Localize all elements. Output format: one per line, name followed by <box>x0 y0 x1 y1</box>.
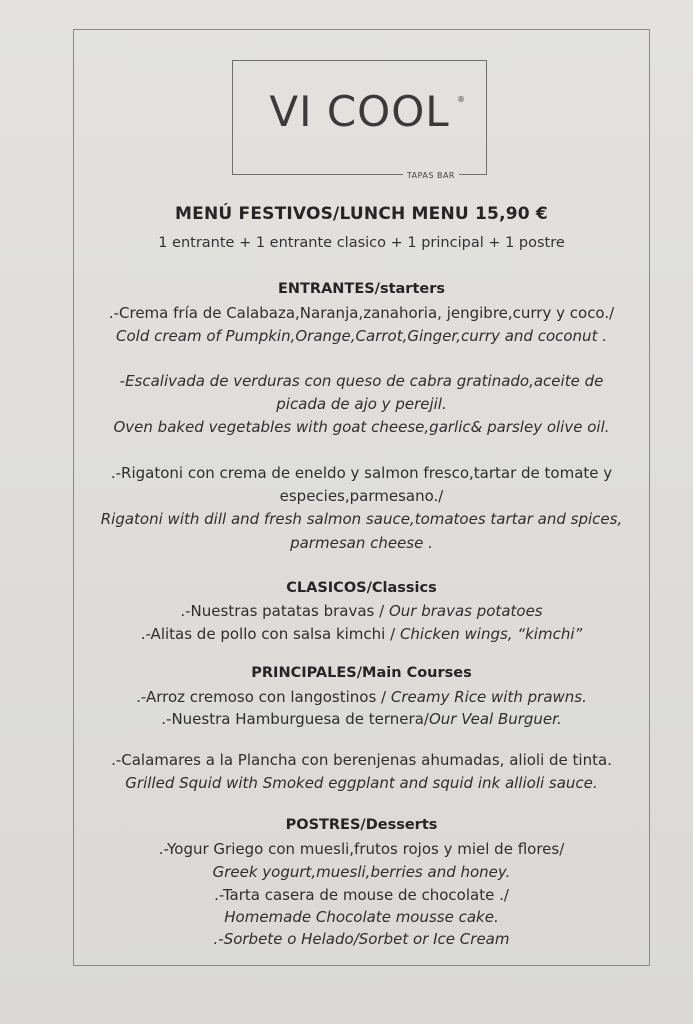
postre-1-es: .-Yogur Griego con muesli,frutos rojos y miel de flores/ <box>158 840 565 858</box>
clasico-1 <box>73 602 650 620</box>
principal-1-es: .-Arroz cremoso con langostinos / <box>136 688 391 706</box>
logo-tagline: TAPAS BAR <box>403 171 459 180</box>
clasico-1-en: Our bravas potatoes <box>388 602 543 620</box>
section-heading-postres: POSTRES/Desserts <box>285 817 438 833</box>
clasico-1-es: .-Nuestras patatas bravas / <box>180 602 389 620</box>
entrante-1-es: .-Crema fría de Calabaza,Naranja,zanahoria, jengibre,curry y coco./ <box>108 304 615 322</box>
principal-2-es: .-Nuestra Hamburguesa de ternera/ <box>161 710 429 728</box>
entrante-2-es-line2: picada de ajo y perejil. <box>276 395 447 413</box>
clasico-2-en: Chicken wings, “kimchi” <box>399 625 583 643</box>
entrante-2-es-line1: -Escalivada de verduras con queso de cabra gratinado,aceite de <box>119 372 604 390</box>
logo-registered-mark: ® <box>457 95 465 104</box>
logo <box>232 60 487 180</box>
clasico-2-es: .-Alitas de pollo con salsa kimchi / <box>140 625 400 643</box>
section-heading-entrantes: ENTRANTES/starters <box>277 281 446 297</box>
principal-3-es: .-Calamares a la Plancha con berenjenas ahumadas, alioli de tinta. <box>111 751 612 769</box>
principal-2-en: Our Veal Burguer. <box>428 710 562 728</box>
section-heading-principales: PRINCIPALES/Main Courses <box>251 665 472 681</box>
principal-1-en: Creamy Rice with prawns. <box>390 688 587 706</box>
postre-1-en: Greek yogurt,muesli,berries and honey. <box>212 863 511 881</box>
entrante-1-en: Cold cream of Pumpkin,Orange,Carrot,Ginger,curry and coconut . <box>116 327 607 345</box>
menu-subtitle: 1 entrante + 1 entrante clasico + 1 principal + 1 postre <box>158 235 565 251</box>
section-heading-clasicos: CLASICOS/Classics <box>286 580 437 596</box>
clasico-2 <box>73 625 650 643</box>
postre-2-es: .-Tarta casera de mouse de chocolate ./ <box>214 886 509 904</box>
entrante-3-es-line2: especies,parmesano./ <box>279 487 444 505</box>
entrante-3-en-line1: Rigatoni with dill and fresh salmon sauce,tomatoes tartar and spices, <box>100 510 623 528</box>
logo-brand: VI COOL <box>269 87 450 136</box>
principal-3-en: Grilled Squid with Smoked eggplant and squid ink allioli sauce. <box>125 774 598 792</box>
postre-2-en: Homemade Chocolate mousse cake. <box>224 908 499 926</box>
postre-3: .-Sorbete o Helado/Sorbet or Ice Cream <box>213 930 510 948</box>
menu-title: MENÚ FESTIVOS/LUNCH MENU 15,90 € <box>175 204 548 224</box>
entrante-3-es-line1: .-Rigatoni con crema de eneldo y salmon fresco,tartar de tomate y <box>110 464 613 482</box>
principal-2 <box>73 710 650 728</box>
principal-1 <box>73 688 650 706</box>
entrante-2-en: Oven baked vegetables with goat cheese,garlic& parsley olive oil. <box>113 418 610 436</box>
entrante-3-en-line2: parmesan cheese . <box>290 534 433 552</box>
